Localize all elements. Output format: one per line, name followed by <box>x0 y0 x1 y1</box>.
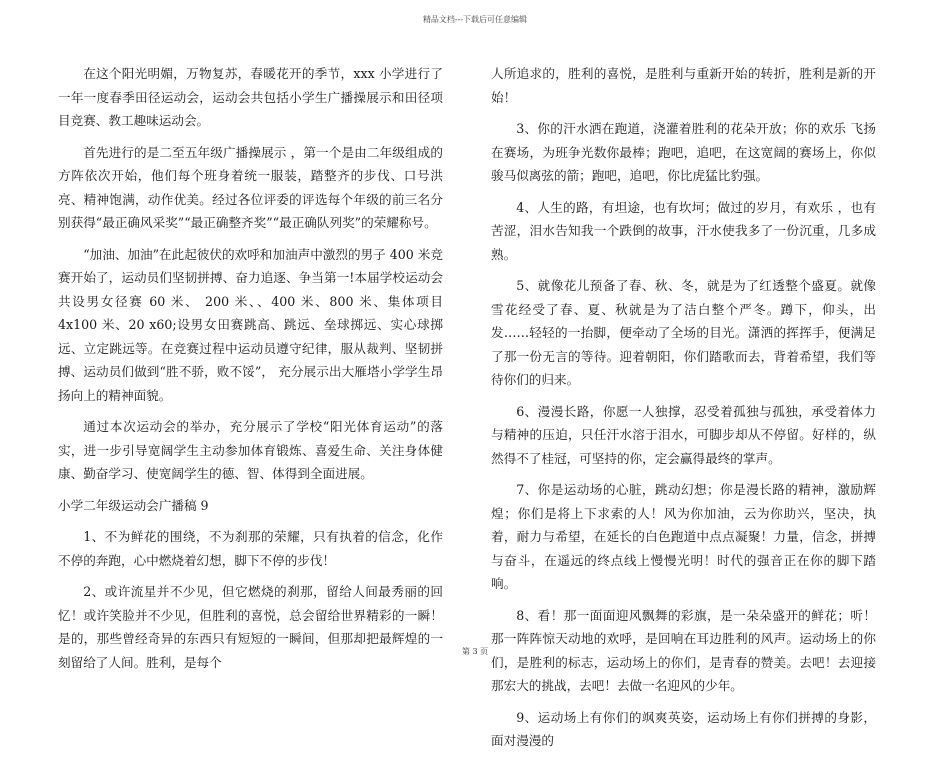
paragraph: 在这个阳光明媚，万物复苏，春暖花开的季节，xxx 小学进行了一年一度春季田径运动会，运动会共包括小学生广播操展示和田径项目竞赛、教工趣味运动会。 <box>58 66 443 128</box>
paragraph: 人所追求的，胜利的喜悦，是胜利与重新开始的转折，胜利是新的开始！ <box>491 66 876 105</box>
paragraph: 6、漫漫长路，你愿一人独撑，忍受着孤独与孤独，承受着体力与精神的压迫，只任汗水溶于泪水，可脚步却从不停留。好样的，纵然得不了桂冠，可坚持的你，定会赢得最终的掌声。 <box>491 403 876 466</box>
paragraph: 9、运动场上有你们的飒爽英姿，运动场上有你们拼搏的身影，面对漫漫的 <box>491 709 876 748</box>
page-header: 精品文档---下载后可任意编辑 <box>422 15 528 24</box>
paragraph: 4、人生的路，有坦途，也有坎坷；做过的岁月，有欢乐 ，也有苦涩，泪水告知我一个跌倒的故事，汗水使我多了一份沉重，几多成熟。 <box>491 199 876 262</box>
paragraph: 3、你的汗水洒在跑道，浇灌着胜利的花朵开放；你的欢乐 飞扬在赛场，为班争光数你最棒；跑吧，追吧，在这宽阔的赛场上，你似骏马似离弦的箭；跑吧，追吧，你比虎猛比豹强。 <box>491 121 876 183</box>
paragraph: 1、不为鲜花的围绕，不为刹那的荣耀，只有执着的信念，化作不停的奔跑，心中燃烧着幻想，脚下不停的步伐！ <box>58 529 443 568</box>
left-column <box>58 62 443 682</box>
paragraph: “加油、加油”在此起彼伏的欢呼和加油声中激烈的男子 400 米竞赛开始了，运动员们坚韧拼搏、奋力追逐、争当第一!本届学校运动会共设男女径赛 60 米、 200 米、、400 米、800 米、集体项目 4x100 米、20 x60;设男女田赛跳高、跳远、垒球掷远、实心球掷远、立定跳远等。在竞赛过程中运动员遵守纪律，服从裁判、坚韧拼搏、运动员们做到“胜不骄，败不馁”， 充分展示出大雁塔小学学生昂扬向上的精神面貌。 <box>58 246 443 403</box>
section-heading: 小学二年级运动会广播稿 9 <box>58 497 209 513</box>
paragraph: 首先进行的是二至五年级广播操展示 ，第一个是由二年级组成的方阵依次开始，他们每个班身着统一服装，踏整齐的步伐、口号洪亮、精神饱满，动作优美。经过各位评委的评选每个年级的前三名分别获得“最正确风采奖”“最正确整齐奖”“最正确队列奖”的荣耀称号。 <box>58 144 443 230</box>
paragraph: 5、就像花儿预备了春、秋、冬，就是为了红透整个盛夏。就像雪花经受了春、夏、秋就是为了洁白整个严冬。蹲下，仰头，出发……轻轻的一抬脚，便牵动了全场的目光。潇洒的挥挥手，便满足了那一份无言的等待。迎着朝阳，你们踏歌而去，背着希望，我们等待你们的归来。 <box>491 278 876 387</box>
paragraph: 8、看！那一面面迎风飘舞的彩旗，是一朵朵盛开的鲜花；听！那一阵阵惊天动地的欢呼，是回响在耳边胜利的风声。运动场上的你们，是胜利的标志，运动场上的你们，是青春的赞美。去吧！去迎接那宏大的挑战，去吧！去做一名迎风的少年。 <box>491 607 876 693</box>
page-number: 第 3 页 <box>461 647 489 656</box>
paragraph: 2、或许流星并不少见，但它燃烧的刹那，留给人间最秀丽的回忆！或许笑脸并不少见，但胜利的喜悦，总会留给世界精彩的一瞬！是的，那些曾经奇异的东西只有短短的一瞬间，但那却把最辉煌的一刻留给了人间。胜利，是每个 <box>58 584 443 670</box>
paragraph: 7、你是运动场的心脏，跳动幻想；你是漫长路的精神，激励辉煌；你们是将上下求索的人！风为你加油，云为你助兴，坚决，执着，耐力与希望，在延长的白色跑道中点点凝聚！力量，信念，拼搏与奋斗，在遥远的终点线上慢慢光明！时代的强音正在你的脚下踏响。 <box>491 482 876 591</box>
paragraph: 通过本次运动会的举办，充分展示了学校“阳光体育运动”的落实，进一步引导宽阔学生主动参加体育锻炼、喜爱生命、关注身体健康、勤奋学习、使宽阔学生的德、智、体得到全面进展。 <box>58 419 443 481</box>
